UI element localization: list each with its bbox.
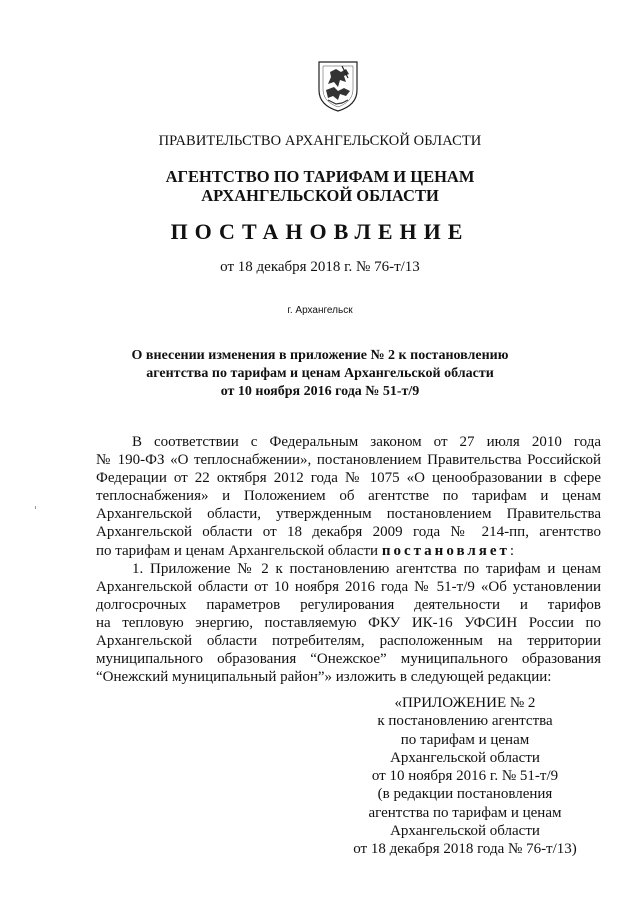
resolves-word: постановляет <box>381 542 510 559</box>
appendix-line: к постановлению агентства <box>377 713 553 730</box>
body-line: В соответствии с Федеральным законом от 27 июля 2010 года <box>132 434 601 450</box>
appendix-line: агентства по тарифам и ценам <box>368 804 562 821</box>
body-line: Архангельской области от 18 декабря 2009 года № 214-пп, агентство <box>96 524 601 541</box>
appendix-line: от 18 декабря 2018 года № 76-т/13) <box>353 841 577 858</box>
body-line: теплоснабжения» и Положением об агентстве по тарифам и ценам <box>96 488 601 505</box>
body-text: по тарифам и ценам Архангельской области <box>96 542 379 559</box>
body-line: долгосрочных параметров регулирования деятельности и тарифов <box>96 596 601 613</box>
decree-date-number: от 18 декабря 2018 г. № 76-т/13 <box>220 259 420 275</box>
document-type: ПОСТАНОВЛЕНИЕ <box>170 219 470 244</box>
appendix-header <box>340 694 590 859</box>
body-text: : <box>509 542 515 559</box>
arkhangelsk-coat-of-arms-icon <box>316 60 360 112</box>
agency-name <box>0 167 640 205</box>
body-line <box>96 542 601 560</box>
body-line: Архангельской области потребителям, расположенным на территории <box>96 633 601 650</box>
subject-line: О внесении изменения в приложение № 2 к постановлению <box>131 348 509 363</box>
decree-subject <box>0 347 640 401</box>
body-line: на тепловую энергию, поставляемую ФКУ ИК-16 УФСИН России по <box>96 614 601 631</box>
appendix-line: Архангельской области <box>390 823 540 840</box>
body-line: № 190-ФЗ «О теплоснабжении», постановлением Правительства Российской <box>96 452 601 469</box>
agency-name-line: АРХАНГЕЛЬСКОЙ ОБЛАСТИ <box>201 186 439 205</box>
subject-line: от 10 ноября 2016 года № 51-т/9 <box>220 384 420 399</box>
appendix-line: Архангельской области <box>390 749 540 766</box>
appendix-line: от 10 ноября 2016 г. № 51-т/9 <box>371 768 559 785</box>
margin-mark <box>35 506 36 509</box>
city: г. Архангельск <box>287 305 353 316</box>
body-line: Архангельской области от 10 ноября 2016 года № 51-т/9 «Об установлении <box>96 578 601 595</box>
agency-name-line: АГЕНТСТВО ПО ТАРИФАМ И ЦЕНАМ <box>165 167 475 186</box>
appendix-line: по тарифам и ценам <box>400 731 530 748</box>
subject-line: агентства по тарифам и ценам Архангельской области <box>146 366 494 381</box>
body-line: 1. Приложение № 2 к постановлению агентства по тарифам и ценам <box>132 560 601 577</box>
body-line: Федерации от 22 октября 2012 года № 1075 «О ценообразовании в сфере <box>96 470 601 487</box>
body-line: муниципального образования “Онежское” муниципального образования <box>96 651 601 668</box>
appendix-line: (в редакции постановления <box>377 786 553 803</box>
decree-body <box>96 433 601 686</box>
body-line: “Онежский муниципальный район”» изложить в следующей редакции: <box>96 669 552 686</box>
body-line: Архангельской области, утвержденным постановлением Правительства <box>96 506 601 523</box>
appendix-line: «ПРИЛОЖЕНИЕ № 2 <box>394 695 536 711</box>
government-name: ПРАВИТЕЛЬСТВО АРХАНГЕЛЬСКОЙ ОБЛАСТИ <box>158 133 482 149</box>
